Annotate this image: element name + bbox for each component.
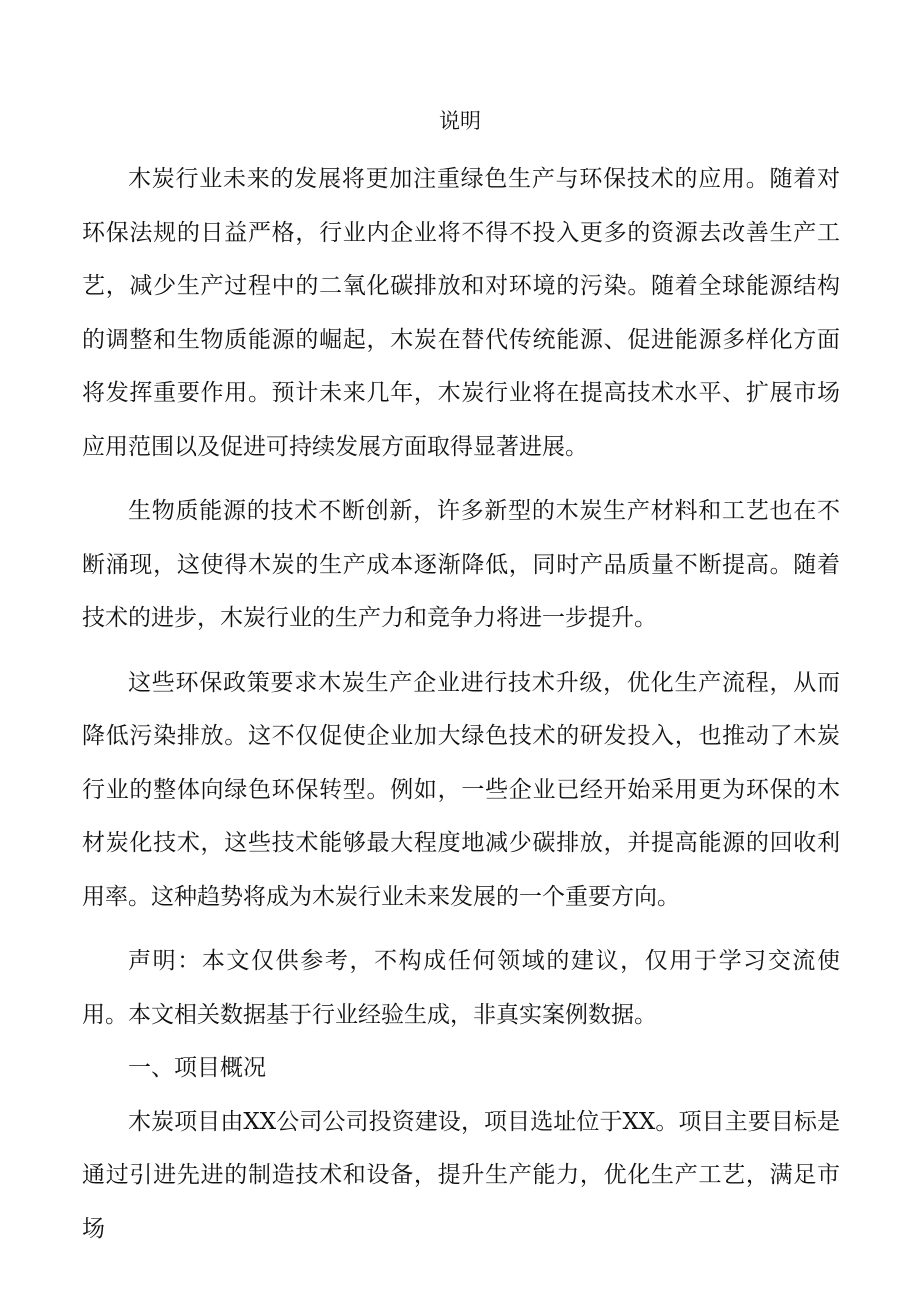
paragraph-project-overview: 木炭项目由XX公司公司投资建设，项目选址位于XX。项目主要目标是通过引进先进的制造技术和设备，提升生产能力，优化生产工艺，满足市场 (82, 1108, 840, 1242)
section-heading-overview: 一、项目概况 (128, 1055, 266, 1081)
paragraph-outlook: 木炭行业未来的发展将更加注重绿色生产与环保技术的应用。随着对环保法规的日益严格，行业内企业将不得不投入更多的资源去改善生产工艺，减少生产过程中的二氧化碳排放和对环境的污染。随着全球能源结构的调整和生物质能源的崛起，木炭在替代传统能源、促进能源多样化方面将发挥重要作用。预计未来几年，木炭行业将在提高技术水平、扩展市场应用范围以及促进可持续发展方面取得显著进展。 (82, 166, 840, 460)
document-title: 说明 (439, 109, 481, 133)
document-body (82, 153, 840, 1256)
paragraph-policy: 这些环保政策要求木炭生产企业进行技术升级，优化生产流程，从而降低污染排放。这不仅促使企业加大绿色技术的研发投入，也推动了木炭行业的整体向绿色环保转型。例如，一些企业已经开始采用更为环保的木材炭化技术，这些技术能够最大程度地减少碳排放，并提高能源的回收利用率。这种趋势将成为木炭行业未来发展的一个重要方向。 (82, 669, 840, 910)
paragraph-innovation: 生物质能源的技术不断创新，许多新型的木炭生产材料和工艺也在不断涌现，这使得木炭的生产成本逐渐降低，同时产品质量不断提高。随着技术的进步，木炭行业的生产力和竞争力将进一步提升。 (82, 498, 840, 631)
paragraph-disclaimer: 声明：本文仅供参考，不构成任何领域的建议，仅用于学习交流使用。本文相关数据基于行业经验生成，非真实案例数据。 (82, 948, 840, 1028)
